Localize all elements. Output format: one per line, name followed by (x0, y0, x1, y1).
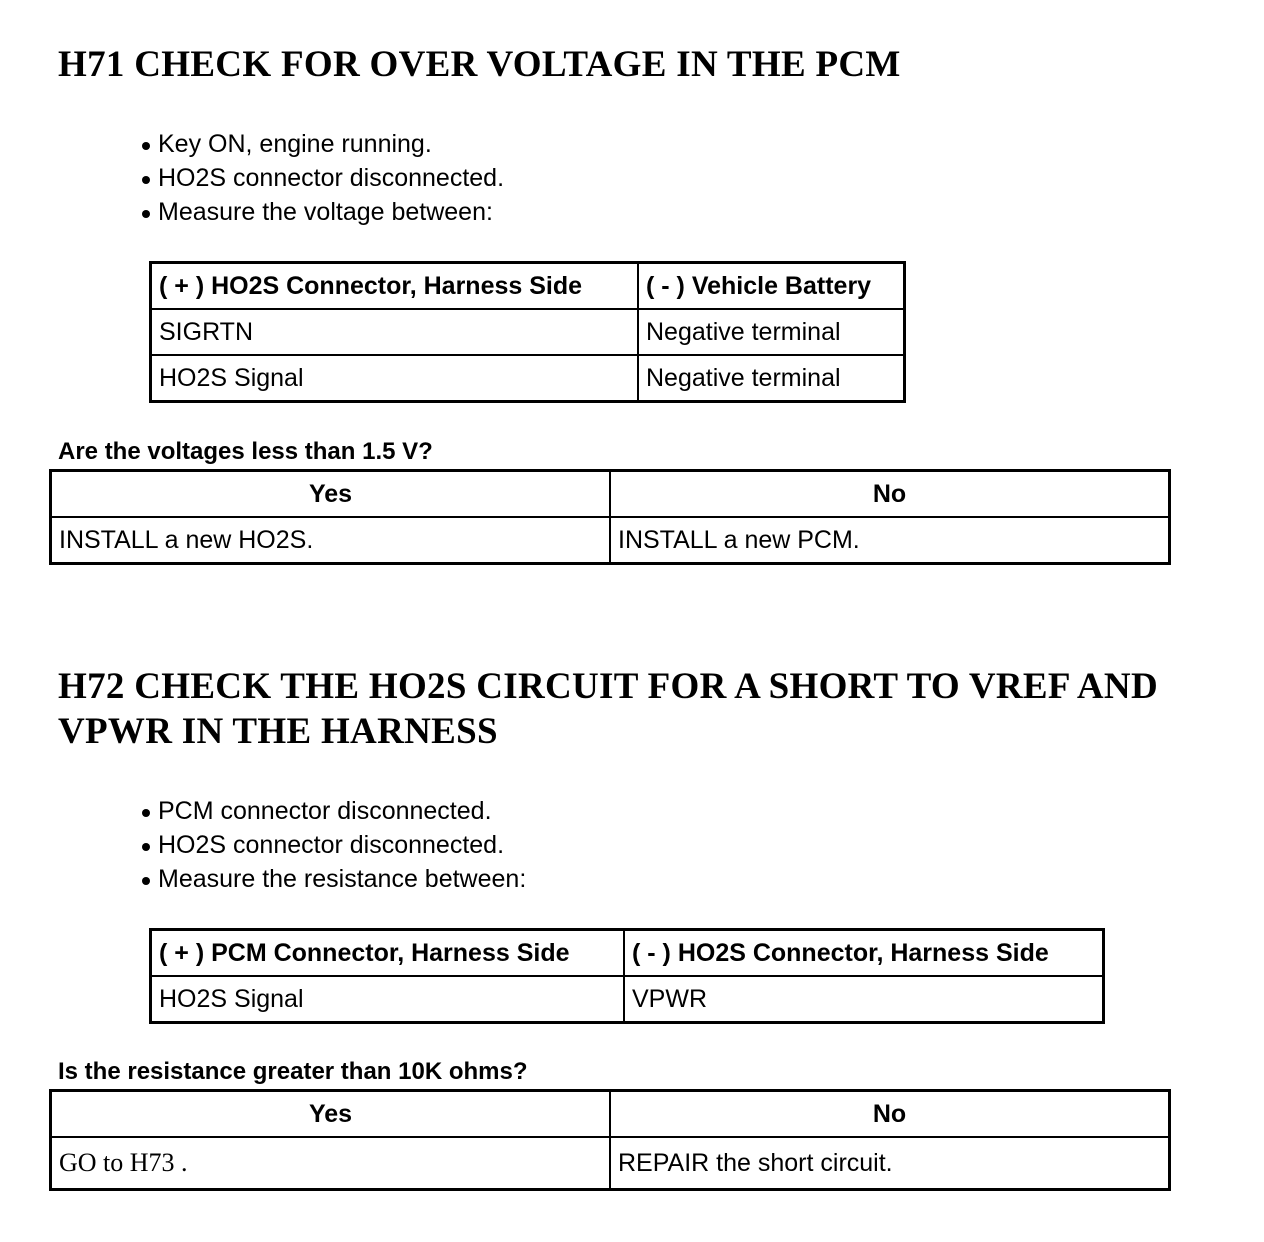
h72-measurement-table (149, 928, 1105, 1024)
table-cell: VPWR (624, 976, 1104, 1023)
h72-question: Is the resistance greater than 10K ohms? (58, 1058, 528, 1085)
h72-title (58, 664, 1158, 754)
no-action: REPAIR the short circuit. (610, 1137, 1170, 1190)
yes-action: INSTALL a new HO2S. (51, 517, 611, 564)
no-action: INSTALL a new PCM. (610, 517, 1170, 564)
list-item: Measure the resistance between: (140, 862, 526, 896)
table-cell: HO2S Signal (151, 355, 639, 402)
h72-title-line2: VPWR IN THE HARNESS (58, 711, 498, 752)
yes-header: Yes (51, 471, 611, 518)
table-header: ( + ) HO2S Connector, Harness Side (151, 263, 639, 310)
table-cell: Negative terminal (638, 355, 905, 402)
yes-action: GO to H73 . (51, 1137, 611, 1190)
table-cell: HO2S Signal (151, 976, 625, 1023)
no-header: No (610, 471, 1170, 518)
table-header: ( + ) PCM Connector, Harness Side (151, 930, 625, 977)
table-header: ( - ) Vehicle Battery (638, 263, 905, 310)
yes-header: Yes (51, 1091, 611, 1138)
table-row (151, 309, 905, 355)
h71-decision-table (49, 469, 1171, 565)
table-row (51, 1137, 1170, 1190)
h71-condition-list (140, 127, 504, 229)
list-item: HO2S connector disconnected. (140, 161, 504, 195)
h71-measurement-table (149, 261, 906, 403)
table-header-row (51, 471, 1170, 518)
table-header-row (151, 930, 1104, 977)
table-cell: Negative terminal (638, 309, 905, 355)
h71-question: Are the voltages less than 1.5 V? (58, 438, 433, 465)
table-header: ( - ) HO2S Connector, Harness Side (624, 930, 1104, 977)
h72-condition-list (140, 794, 526, 896)
no-header: No (610, 1091, 1170, 1138)
list-item: Measure the voltage between: (140, 195, 504, 229)
table-header-row (51, 1091, 1170, 1138)
list-item: Key ON, engine running. (140, 127, 504, 161)
h72-decision-table (49, 1089, 1171, 1191)
h72-title-line1: H72 CHECK THE HO2S CIRCUIT FOR A SHORT TO VREF AND (58, 666, 1158, 707)
table-row (51, 517, 1170, 564)
h71-title: H71 CHECK FOR OVER VOLTAGE IN THE PCM (58, 44, 901, 85)
table-row (151, 355, 905, 402)
table-row (151, 976, 1104, 1023)
list-item: PCM connector disconnected. (140, 794, 526, 828)
table-header-row (151, 263, 905, 310)
table-cell: SIGRTN (151, 309, 639, 355)
list-item: HO2S connector disconnected. (140, 828, 526, 862)
